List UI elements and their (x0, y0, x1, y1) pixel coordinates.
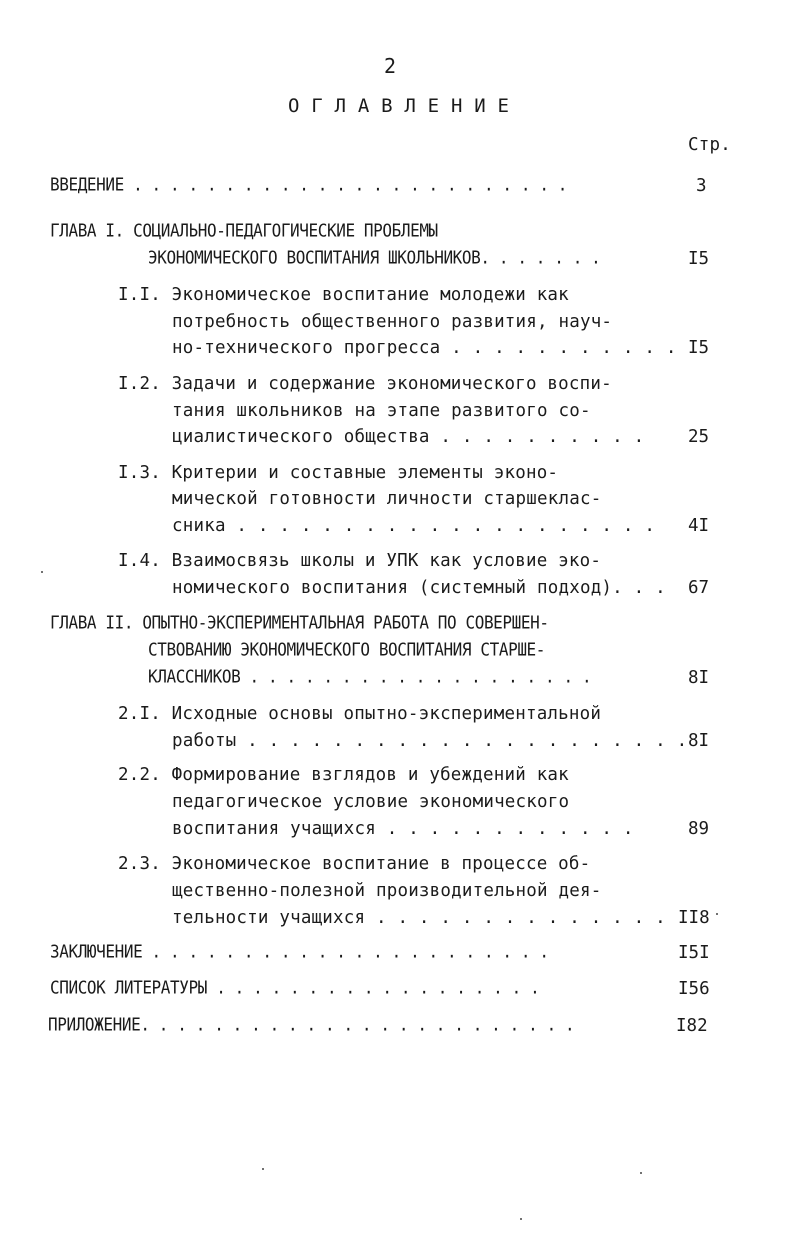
toc-page-conclusion: I5I (678, 943, 710, 963)
toc-page-ch1: I5 (688, 249, 710, 269)
scan-speck (262, 1168, 264, 1170)
toc-entry-conclusion: ЗАКЛЮЧЕНИЕ . . . . . . . . . . . . . . . . . . . . . . (50, 940, 549, 963)
page-number: 2 (384, 54, 397, 78)
toc-entry-s23-line1: 2.3. Экономическое воспитание в процессе об- (118, 854, 591, 874)
toc-entry-s11-line2: потребность общественного развития, науч- (172, 312, 613, 332)
toc-page-s14: 67 (688, 578, 710, 598)
toc-entry-ch1-line2: ЭКОНОМИЧЕСКОГО ВОСПИТАНИЯ ШКОЛЬНИКОВ. . . . . . . (148, 246, 601, 269)
toc-page-appendix: I82 (676, 1016, 708, 1036)
toc-entry-s13-line1: I.3. Критерии и составные элементы эконо- (118, 463, 559, 483)
toc-entry-appendix: ПРИЛОЖЕНИЕ. . . . . . . . . . . . . . . . . . . . . . . . (48, 1013, 575, 1036)
toc-entry-s22-line2: педагогическое условие экономического (172, 792, 570, 812)
toc-entry-ch2-line1: ГЛАВА II. ОПЫТНО-ЭКСПЕРИМЕНТАЛЬНАЯ РАБОТА ПО СОВЕРШЕН- (50, 611, 549, 634)
toc-entry-ch1-line1: ГЛАВА I. СОЦИАЛЬНО-ПЕДАГОГИЧЕСКИЕ ПРОБЛЕМЫ (50, 219, 438, 242)
toc-entry-s12-line2: тания школьников на этапе развитого со- (172, 401, 591, 421)
toc-page-s23: II8 (678, 908, 710, 928)
toc-entry-s13-line3: сника . . . . . . . . . . . . . . . . . . . . (172, 516, 656, 536)
toc-page-s21: 8I (688, 731, 710, 751)
scan-speck (716, 913, 718, 915)
toc-entry-s13-line2: мической готовности личности старшеклас- (172, 489, 602, 509)
toc-entry-intro: ВВЕДЕНИЕ . . . . . . . . . . . . . . . . . . . . . . . . (50, 173, 568, 196)
scan-speck (41, 571, 43, 573)
toc-page-s22: 89 (688, 819, 710, 839)
toc-page-s13: 4I (688, 516, 710, 536)
toc-entry-s21-line1: 2.I. Исходные основы опытно-экспериментальной (118, 704, 602, 724)
toc-entry-s21-line2: работы . . . . . . . . . . . . . . . . . . . . . (172, 731, 688, 751)
toc-entry-s23-line2: щественно-полезной производительной дея- (172, 881, 602, 901)
toc-entry-s11-line3: но-технического прогресса . . . . . . . . . . . (172, 338, 677, 358)
toc-entry-s14-line1: I.4. Взаимосвязь школы и УПК как условие эко- (118, 551, 602, 571)
scan-speck (520, 1218, 522, 1220)
toc-entry-s12-line1: I.2. Задачи и содержание экономического воспи- (118, 374, 612, 394)
toc-entry-s22-line1: 2.2. Формирование взглядов и убеждений как (118, 765, 569, 785)
toc-entry-s11-line1: I.I. Экономическое воспитание молодежи как (118, 285, 569, 305)
toc-entry-ch2-line3: КЛАССНИКОВ . . . . . . . . . . . . . . . . . . . (148, 665, 592, 688)
page-column-label: Стр. (688, 135, 731, 155)
scan-speck (640, 1172, 642, 1174)
toc-page-references: I56 (678, 979, 710, 999)
toc-heading: О Г Л А В Л Е Н И Е (288, 95, 510, 117)
toc-entry-references: СПИСОК ЛИТЕРАТУРЫ . . . . . . . . . . . . . . . . . . (50, 976, 540, 999)
toc-entry-s23-line3: тельности учащихся . . . . . . . . . . . . . . (172, 908, 666, 928)
toc-entry-s12-line3: циалистического общества . . . . . . . . . . (172, 427, 645, 447)
toc-entry-s14-line2: номического воспитания (системный подход). . . (172, 578, 666, 598)
toc-entry-s22-line3: воспитания учащихся . . . . . . . . . . . . (172, 819, 634, 839)
toc-page-ch2: 8I (688, 668, 710, 688)
toc-entry-ch2-line2: СТВОВАНИЮ ЭКОНОМИЧЕСКОГО ВОСПИТАНИЯ СТАРШЕ- (148, 638, 546, 661)
toc-page-s12: 25 (688, 427, 710, 447)
toc-page-s11: I5 (688, 338, 710, 358)
toc-page-intro: 3 (696, 176, 707, 196)
